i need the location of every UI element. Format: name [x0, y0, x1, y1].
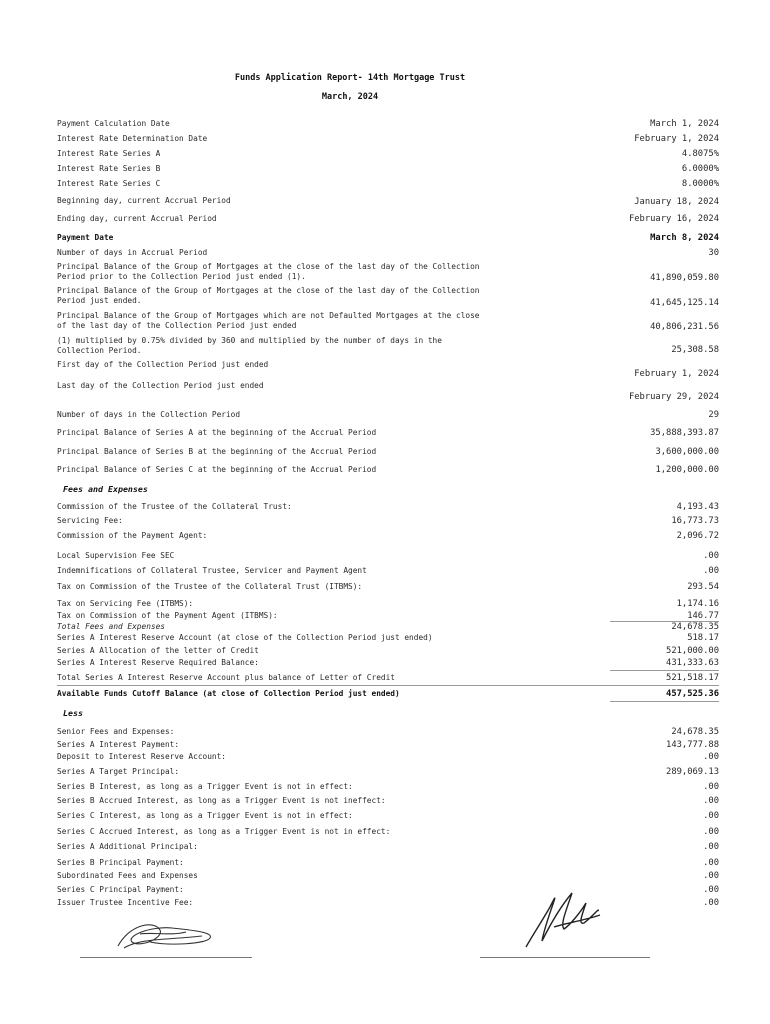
- row-label: Deposit to Interest Reserve Account:: [57, 752, 226, 761]
- table-row: [0, 248, 770, 260]
- row-label: Series A Allocation of the letter of Credit: [57, 646, 259, 655]
- row-label: Total Fees and Expenses: [57, 622, 165, 631]
- row-value: 1,174.16: [676, 599, 719, 609]
- row-label: Series A Additional Principal:: [57, 842, 198, 851]
- table-row: [0, 214, 770, 226]
- row-label: Principal Balance of Series B at the beginning of the Accrual Period: [57, 447, 377, 456]
- row-value: January 18, 2024: [634, 197, 719, 207]
- row-value: .00: [703, 796, 719, 806]
- row-label: Principal Balance of Series A at the beginning of the Accrual Period: [57, 428, 377, 437]
- row-value: 4,193.43: [676, 502, 719, 512]
- row-value: 40,806,231.56: [650, 322, 719, 332]
- table-row: [0, 465, 770, 477]
- row-label: (1) multiplied by 0.75% divided by 360 and multiplied by the number of days in the Collection Period.: [57, 336, 442, 355]
- row-label: Tax on Commission of the Trustee of the Collateral Trust (ITBMS):: [57, 582, 363, 591]
- row-value: .00: [703, 858, 719, 868]
- table-row: [0, 134, 770, 146]
- row-value: 6.0000%: [681, 164, 719, 174]
- row-label: Senior Fees and Expenses:: [57, 727, 175, 736]
- row-label: Interest Rate Series C: [57, 179, 161, 188]
- table-row: [0, 871, 770, 883]
- table-row: [0, 740, 770, 752]
- total-rule: [57, 685, 719, 686]
- row-value: .00: [703, 566, 719, 576]
- table-row: [0, 336, 770, 355]
- row-value: 521,000.00: [666, 646, 719, 656]
- row-label: Principal Balance of the Group of Mortgages which are not Defaulted Mortgages at the close of the last day of the Collection Period just ended: [57, 311, 480, 330]
- signature-line-right: [480, 957, 650, 958]
- row-label: Series C Interest, as long as a Trigger Event is not in effect:: [57, 811, 353, 820]
- row-value: March 8, 2024: [650, 233, 719, 243]
- row-value: February 1, 2024: [634, 369, 719, 379]
- row-value: 35,888,393.87: [650, 428, 719, 438]
- row-value: .00: [703, 827, 719, 837]
- row-label: Interest Rate Series A: [57, 149, 161, 158]
- row-label: Commission of the Payment Agent:: [57, 531, 208, 540]
- table-row: [0, 566, 770, 578]
- row-label: Interest Rate Determination Date: [57, 134, 208, 143]
- table-row: [0, 360, 770, 379]
- row-label: Series A Target Principal:: [57, 767, 180, 776]
- table-row: [0, 782, 770, 794]
- row-value: 146.77: [687, 611, 719, 621]
- row-value: 30: [708, 248, 719, 258]
- row-value: 2,096.72: [676, 531, 719, 541]
- row-value: 29: [708, 410, 719, 420]
- row-value: .00: [703, 811, 719, 821]
- table-row: [0, 727, 770, 739]
- row-value: March 1, 2024: [650, 119, 719, 129]
- row-value: 16,773.73: [671, 516, 719, 526]
- table-row: [0, 428, 770, 440]
- row-value: .00: [703, 885, 719, 895]
- row-label: Series C Accrued Interest, as long as a Trigger Event is not in effect:: [57, 827, 391, 836]
- signature-line-left: [80, 957, 252, 958]
- row-value: 41,890,059.80: [650, 273, 719, 283]
- row-label: Number of days in the Collection Period: [57, 410, 241, 419]
- row-label: Payment Calculation Date: [57, 119, 170, 128]
- row-value: 25,308.58: [671, 345, 719, 355]
- row-label: Subordinated Fees and Expenses: [57, 871, 198, 880]
- row-value: 24,678.35: [671, 622, 719, 632]
- table-row: [0, 842, 770, 854]
- table-row: [0, 898, 770, 910]
- row-label: Issuer Trustee Incentive Fee:: [57, 898, 194, 907]
- row-value: .00: [703, 898, 719, 908]
- row-label: Principal Balance of the Group of Mortgages at the close of the last day of the Collection Period just ended.: [57, 286, 480, 305]
- table-row: [0, 658, 770, 670]
- row-value: 8.0000%: [681, 179, 719, 189]
- table-row: [0, 827, 770, 839]
- row-label: Series B Accrued Interest, as long as a Trigger Event is not ineffect:: [57, 796, 386, 805]
- table-row: [0, 752, 770, 764]
- row-value: 431,333.63: [666, 658, 719, 668]
- row-label: Principal Balance of Series C at the beginning of the Accrual Period: [57, 465, 377, 474]
- table-row: [0, 646, 770, 658]
- row-label: Series A Interest Reserve Account (at close of the Collection Period just ended): [57, 633, 433, 642]
- table-row: [0, 582, 770, 594]
- row-value: 41,645,125.14: [650, 298, 719, 308]
- report-period: March, 2024: [321, 92, 379, 102]
- row-value: 289,069.13: [666, 767, 719, 777]
- section-heading-fees: Fees and Expenses: [63, 484, 148, 494]
- row-label: Tax on Servicing Fee (ITBMS):: [57, 599, 194, 608]
- row-value: February 16, 2024: [628, 214, 719, 224]
- row-label: Payment Date: [57, 233, 114, 242]
- table-row: [0, 673, 770, 685]
- table-row: [0, 179, 770, 191]
- signature-left: [110, 918, 220, 952]
- row-label: Principal Balance of the Group of Mortgages at the close of the last day of the Collection Period prior to the Collection Period just ended (1).: [57, 262, 480, 281]
- row-value: 521,518.17: [666, 673, 719, 683]
- table-row: [0, 599, 770, 611]
- row-value: .00: [703, 871, 719, 881]
- total-rule: [610, 701, 719, 702]
- table-row: [0, 447, 770, 459]
- table-row: [0, 796, 770, 808]
- row-value: 4.8075%: [681, 149, 719, 159]
- row-label: Ending day, current Accrual Period: [57, 214, 217, 223]
- total-rule: [610, 670, 719, 671]
- row-label: Commission of the Trustee of the Collateral Trust:: [57, 502, 292, 511]
- row-value: February 29, 2024: [628, 392, 719, 402]
- row-label: Servicing Fee:: [57, 516, 123, 525]
- section-heading-less: Less: [63, 708, 83, 718]
- row-label: Series B Principal Payment:: [57, 858, 184, 867]
- row-value: 457,525.36: [666, 689, 719, 699]
- table-row: [0, 531, 770, 543]
- table-row: [0, 767, 770, 779]
- table-row: [0, 885, 770, 897]
- table-row: [0, 262, 770, 283]
- report-title: Funds Application Report- 14th Mortgage Trust: [234, 73, 466, 83]
- row-value: 24,678.35: [671, 727, 719, 737]
- row-label: Series A Interest Reserve Required Balance:: [57, 658, 259, 667]
- row-label: Series B Interest, as long as a Trigger Event is not in effect:: [57, 782, 353, 791]
- table-row: [0, 164, 770, 176]
- row-value: 293.54: [687, 582, 719, 592]
- row-value: .00: [703, 782, 719, 792]
- row-label: Tax on Commission of the Payment Agent (ITBMS):: [57, 611, 278, 620]
- table-row: [0, 196, 770, 208]
- table-row: [0, 149, 770, 161]
- signature-right: [520, 885, 610, 955]
- table-row: [0, 502, 770, 514]
- row-label: Interest Rate Series B: [57, 164, 161, 173]
- row-label: Last day of the Collection Period just ended: [57, 381, 264, 390]
- row-value: .00: [703, 752, 719, 762]
- row-value: 143,777.88: [666, 740, 719, 750]
- row-value: 518.17: [687, 633, 719, 643]
- table-row: [0, 858, 770, 870]
- table-row: [0, 516, 770, 528]
- table-row: [0, 311, 770, 332]
- row-value: .00: [703, 842, 719, 852]
- row-label: Beginning day, current Accrual Period: [57, 196, 231, 205]
- table-row: [0, 286, 770, 308]
- row-value: February 1, 2024: [634, 134, 719, 144]
- row-label: Indemnifications of Collateral Trustee, Servicer and Payment Agent: [57, 566, 367, 575]
- table-row: [0, 633, 770, 645]
- table-row: [0, 410, 770, 422]
- table-row: [0, 551, 770, 563]
- table-row: [0, 689, 770, 701]
- table-row: [0, 381, 770, 402]
- row-label: Available Funds Cutoff Balance (at close of Collection Period just ended): [57, 689, 400, 698]
- table-row: [0, 811, 770, 823]
- row-label: Series A Interest Payment:: [57, 740, 180, 749]
- row-label: Total Series A Interest Reserve Account plus balance of Letter of Credit: [57, 673, 395, 682]
- table-row: [0, 119, 770, 131]
- row-label: Series C Principal Payment:: [57, 885, 184, 894]
- row-value: .00: [703, 551, 719, 561]
- row-label: First day of the Collection Period just ended: [57, 360, 269, 369]
- row-value: 1,200,000.00: [655, 465, 719, 475]
- row-value: 3,600,000.00: [655, 447, 719, 457]
- table-row: [0, 233, 770, 245]
- row-label: Number of days in Accrual Period: [57, 248, 208, 257]
- row-label: Local Supervision Fee SEC: [57, 551, 175, 560]
